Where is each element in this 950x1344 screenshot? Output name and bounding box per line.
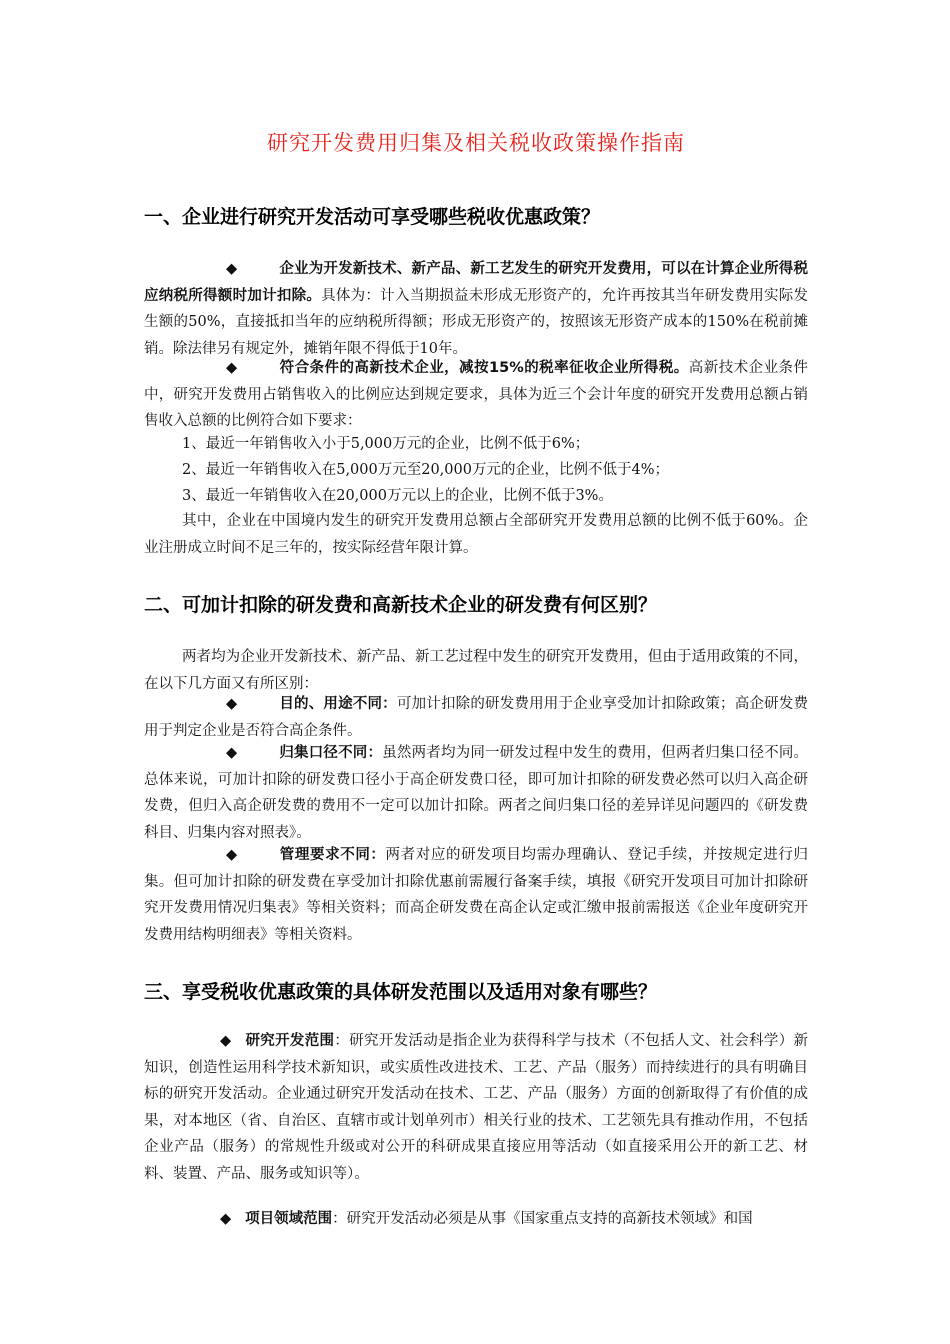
section-2-intro: 两者均为企业开发新技术、新产品、新工艺过程中发生的研究开发费用，但由于适用政策的不同，在以下几方面又有所区别： bbox=[144, 649, 808, 692]
diamond-bullet-icon: ◆ bbox=[226, 745, 238, 761]
section-2-heading: 二、可加计扣除的研发费和高新技术企业的研发费有何区别？ bbox=[144, 594, 658, 616]
section-2-bullet-3 bbox=[144, 842, 808, 948]
bullet-2-text: 虽然两者均为同一研发过程中发生的费用，但两者归集口径不同。总体来说，可加计扣除的研发费口径小于高企研发费口径，即可加计扣除的研发费必然可以归入高企研发费，但归入高企研发费的费用不一定可以加计扣除。两者之间归集口径的差异详见问题四的《研发费科目、归集内容对照表》。 bbox=[144, 745, 809, 841]
bullet-2-text: 高新技术企业条件中，研究开发费用占销售收入的比例应达到规定要求，具体为近三个会计年度的研究开发费用总额占销售收入总额的比例符合如下要求： bbox=[144, 360, 808, 429]
bullet-2-bold: 符合条件的高新技术企业，减按15%的税率征收企业所得税。 bbox=[279, 360, 689, 376]
bullet-3-text: 两者对应的研发项目均需办理确认、登记手续，并按规定进行归集。但可加计扣除的研发费在享受加计扣除优惠前需履行备案手续，填报《研究开发项目可加计扣除研究开发费用情况归集表》等相关资料；而高企研发费在高企认定或汇缴申报前需报送《企业年度研究开发费用结构明细表》等相关资料。 bbox=[144, 847, 809, 943]
bullet-1-text: 具体为：计入当期损益未形成无形资产的，允许再按其当年研发费用实际发生额的50%，直接抵扣当年的应纳税所得额；形成无形资产的，按照该无形资产成本的150%在税前摊销。除法律另有规定外，摊销年限不得低于10年。 bbox=[144, 287, 809, 357]
section-2-bullet-2 bbox=[144, 740, 808, 846]
diamond-bullet-icon: ◆ bbox=[226, 696, 238, 712]
section-2-bullet-1 bbox=[144, 691, 808, 744]
section-3-heading: 三、享受税收优惠政策的具体研发范围以及适用对象有哪些？ bbox=[144, 981, 658, 1003]
list-item-3: 3、最近一年销售收入在20,000万元以上的企业，比例不低于3%。 bbox=[182, 488, 613, 504]
diamond-bullet-icon: ◆ bbox=[226, 360, 238, 376]
section-1-closing: 其中，企业在中国境内发生的研究开发费用总额占全部研究开发费用总额的比例不低于60%。企业注册成立时间不足三年的，按实际经营年限计算。 bbox=[144, 513, 808, 556]
diamond-bullet-icon: ◆ bbox=[220, 1211, 232, 1227]
diamond-bullet-icon: ◆ bbox=[226, 847, 238, 863]
document-title: 研究开发费用归集及相关税收政策操作指南 bbox=[267, 131, 685, 155]
bullet-2-bold: 项目领域范围 bbox=[245, 1211, 333, 1227]
bullet-1-bold: 企业为开发新技术、新产品、新工艺发生的研究开发费用，可以在计算企业所得税应纳税所得额时加计扣除。 bbox=[144, 261, 808, 304]
bullet-1-text: ：研究开发活动是指企业为获得科学与技术（不包括人文、社会科学）新知识，创造性运用科学技术新知识，或实质性改进技术、工艺、产品（服务）而持续进行的具有明确目标的研究开发活动。企业通过研究开发活动在技术、工艺、产品（服务）方面的创新取得了有价值的成果，对本地区（省、自治区、直辖市或计划单列市）相关行业的技术、工艺领先具有推动作用，不包括企业产品（服务）的常规性升级或对公开的科研成果直接应用等活动（如直接采用公开的新工艺、材料、装置、产品、服务或知识等）。 bbox=[144, 1033, 809, 1182]
section-1-bullet-2 bbox=[144, 355, 808, 435]
section-3-bullet-2 bbox=[144, 1206, 808, 1233]
bullet-1-bold: 目的、用途不同： bbox=[279, 696, 397, 712]
section-1-bullet-1 bbox=[144, 256, 808, 362]
section-3-bullet-1 bbox=[144, 1028, 808, 1187]
bullet-3-bold: 管理要求不同： bbox=[279, 847, 386, 863]
bullet-2-bold: 归集口径不同： bbox=[279, 745, 383, 761]
bullet-1-text: 可加计扣除的研发费用用于企业享受加计扣除政策；高企研发费用于判定企业是否符合高企条件。 bbox=[144, 696, 809, 739]
list-item-2: 2、最近一年销售收入在5,000万元至20,000万元的企业，比例不低于4%； bbox=[182, 462, 669, 478]
diamond-bullet-icon: ◆ bbox=[220, 1033, 232, 1049]
bullet-1-bold: 研究开发范围 bbox=[245, 1033, 335, 1049]
list-item-1: 1、最近一年销售收入小于5,000万元的企业，比例不低于6%； bbox=[182, 436, 590, 452]
bullet-2-text: ：研究开发活动必须是从事《国家重点支持的高新技术领域》和国 bbox=[332, 1211, 753, 1227]
diamond-bullet-icon: ◆ bbox=[226, 261, 238, 277]
section-1-heading: 一、企业进行研究开发活动可享受哪些税收优惠政策？ bbox=[144, 206, 601, 228]
